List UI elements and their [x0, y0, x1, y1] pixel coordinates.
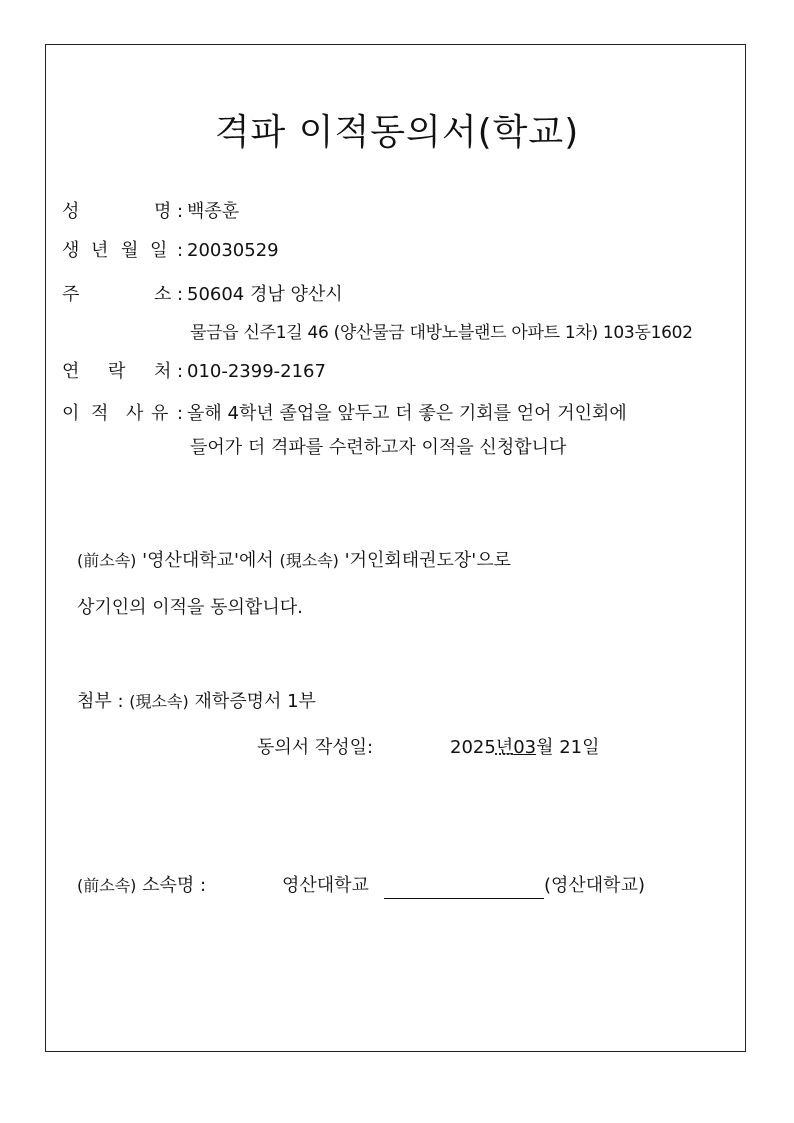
prev-affiliation-tag: (前소속)	[77, 551, 137, 570]
signature-tag: (前소속)	[77, 876, 137, 895]
curr-affiliation-org: '거인회태권도장'으로	[344, 550, 512, 571]
birth-colon: :	[177, 240, 184, 261]
signature-seal: (영산대학교)	[544, 875, 645, 896]
date-value	[450, 736, 600, 760]
date-year-unit: 년	[495, 737, 514, 758]
name-colon: :	[177, 201, 184, 222]
date-label: 동의서 작성일:	[257, 737, 374, 758]
date-day: 21	[559, 737, 583, 758]
date-month: 03	[513, 737, 537, 758]
signature-label: 소속명 :	[142, 875, 207, 896]
reason-value-line2: 들어가 더 격파를 수련하고자 이적을 신청합니다	[190, 437, 567, 458]
contact-value: 010-2399-2167	[187, 361, 326, 382]
attachment-tag: (現소속)	[129, 692, 189, 711]
reason-colon: :	[177, 403, 184, 424]
birth-value: 20030529	[187, 240, 279, 261]
attachment-text: 재학증명서 1부	[194, 691, 316, 712]
contact-colon: :	[177, 361, 184, 382]
signature-line	[77, 874, 206, 898]
prev-affiliation-org: '영산대학교'에서	[142, 550, 274, 571]
date-year: 2025	[450, 737, 496, 758]
reason-value-line1: 올해 4학년 졸업을 앞두고 더 좋은 기회를 얻어 거인회에	[187, 403, 627, 424]
consent-line1	[77, 549, 511, 573]
document-title: 격파 이적동의서(학교)	[214, 112, 580, 153]
date-day-unit: 일	[582, 737, 600, 758]
date-month-unit: 월	[536, 737, 554, 758]
name-value: 백종훈	[187, 201, 240, 222]
curr-affiliation-tag: (現소속)	[279, 551, 339, 570]
address-value-line1: 50604 경남 양산시	[187, 284, 343, 305]
signature-underline	[384, 898, 544, 899]
address-colon: :	[177, 284, 184, 305]
attachment-line	[77, 690, 316, 714]
consent-line2: 상기인의 이적을 동의합니다.	[77, 597, 303, 618]
attachment-label: 첨부 :	[77, 691, 124, 712]
signature-org: 영산대학교	[282, 875, 369, 896]
document-frame	[45, 44, 746, 1052]
address-value-line2: 물금읍 신주1길 46 (양산물금 대방노블랜드 아파트 1차) 103동1602	[190, 323, 693, 343]
